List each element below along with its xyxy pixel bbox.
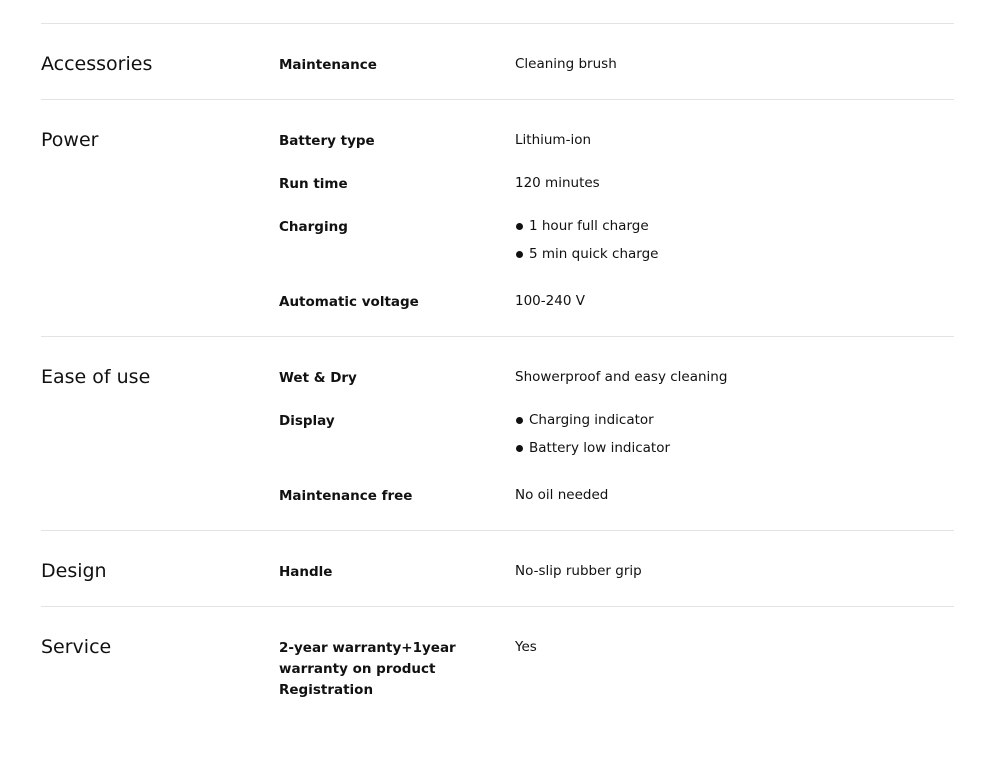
section-title: Ease of use — [41, 366, 151, 388]
spec-rows — [279, 100, 954, 336]
spec-value — [515, 411, 954, 464]
spec-value: Showerproof and easy cleaning — [515, 369, 728, 385]
spec-row — [279, 411, 954, 464]
spec-value — [515, 217, 954, 270]
spec-label: Maintenance — [279, 57, 377, 73]
spec-label: 2-year warranty+1year warranty on product Registration — [279, 640, 456, 698]
spec-row — [279, 217, 954, 270]
section-title: Accessories — [41, 53, 153, 75]
spec-row — [279, 562, 954, 583]
spec-table — [41, 23, 954, 724]
spec-value: 120 minutes — [515, 175, 600, 191]
spec-value: Yes — [515, 639, 537, 655]
spec-label: Run time — [279, 176, 348, 192]
bullet-item: Charging indicator — [515, 411, 954, 430]
spec-value: No-slip rubber grip — [515, 563, 642, 579]
bullet-item: Battery low indicator — [515, 439, 954, 458]
spec-label: Display — [279, 413, 335, 429]
spec-label: Automatic voltage — [279, 294, 419, 310]
bullet-item: 1 hour full charge — [515, 217, 954, 236]
section-ease-of-use — [41, 336, 954, 530]
spec-rows — [279, 24, 954, 99]
spec-rows — [279, 531, 954, 606]
spec-value: 100-240 V — [515, 293, 585, 309]
section-title: Design — [41, 560, 107, 582]
section-title: Service — [41, 636, 112, 658]
spec-value: No oil needed — [515, 487, 609, 503]
spec-rows — [279, 337, 954, 530]
spec-row — [279, 368, 954, 389]
bullet-item: 5 min quick charge — [515, 245, 954, 264]
bullet-list — [515, 217, 954, 264]
spec-value: Lithium-ion — [515, 132, 592, 148]
section-power — [41, 99, 954, 336]
spec-label: Handle — [279, 564, 333, 580]
section-title: Power — [41, 129, 99, 151]
section-service — [41, 606, 954, 724]
spec-label: Charging — [279, 219, 348, 235]
spec-row — [279, 292, 954, 313]
spec-rows — [279, 607, 954, 724]
spec-row — [279, 55, 954, 76]
spec-row — [279, 174, 954, 195]
spec-label: Maintenance free — [279, 488, 413, 504]
spec-row — [279, 131, 954, 152]
section-accessories — [41, 23, 954, 99]
spec-row — [279, 486, 954, 507]
section-design — [41, 530, 954, 606]
bullet-list — [515, 411, 954, 458]
spec-label: Battery type — [279, 133, 375, 149]
spec-row — [279, 638, 954, 701]
spec-value: Cleaning brush — [515, 56, 617, 72]
spec-label: Wet & Dry — [279, 370, 357, 386]
